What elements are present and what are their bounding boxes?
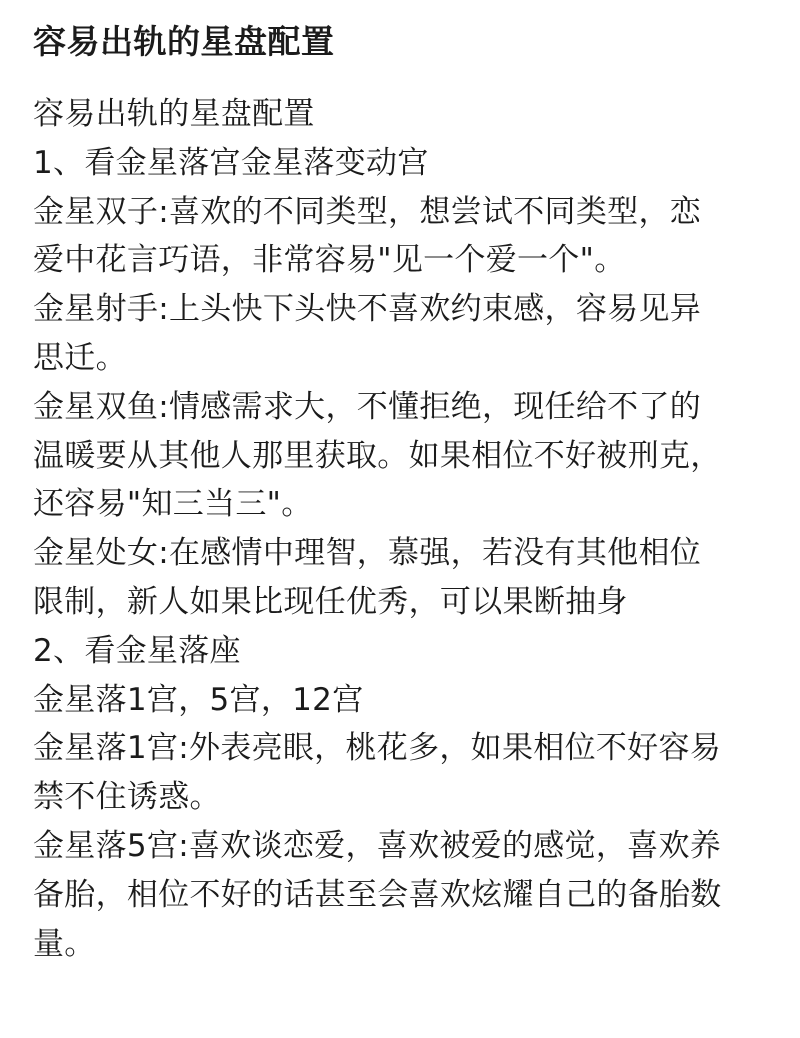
body-line: 量。 [33,925,96,962]
body-line: 限制，新人如果比现任优秀，可以果断抽身 [33,583,628,620]
body-line: 金星落1宫，5宫，12宫 [33,681,364,718]
body-line: 金星处女:在感情中理智，慕强，若没有其他相位 [33,535,702,572]
body-line: 2、看金星落座 [33,632,241,669]
body-line: 备胎，相位不好的话甚至会喜欢炫耀自己的备胎数 [33,876,722,913]
body-line: 金星落5宫:喜欢谈恋爱，喜欢被爱的感觉，喜欢养 [33,827,722,864]
body-line: 金星射手:上头快下头快不喜欢约束感，容易见异 [33,291,702,328]
body-line: 爱中花言巧语，非常容易"见一个爱一个"。 [33,242,626,279]
body-line: 还容易"知三当三"。 [33,486,313,523]
body-line: 禁不住诱惑。 [33,779,221,816]
body-line: 金星双鱼:情感需求大，不懂拒绝，现任给不了的 [33,388,702,425]
body-line: 温暖要从其他人那里获取。如果相位不好被刑克， [33,437,722,474]
post-body [33,90,776,968]
post-title: 容易出轨的星盘配置 [33,22,335,61]
body-line: 金星落1宫:外表亮眼，桃花多，如果相位不好容易 [33,730,722,767]
body-line: 思迁。 [33,339,127,376]
body-line: 容易出轨的星盘配置 [33,96,315,132]
body-line: 1、看金星落宫金星落变动宫 [33,144,429,181]
body-line: 金星双子:喜欢的不同类型，想尝试不同类型，恋 [33,193,702,230]
